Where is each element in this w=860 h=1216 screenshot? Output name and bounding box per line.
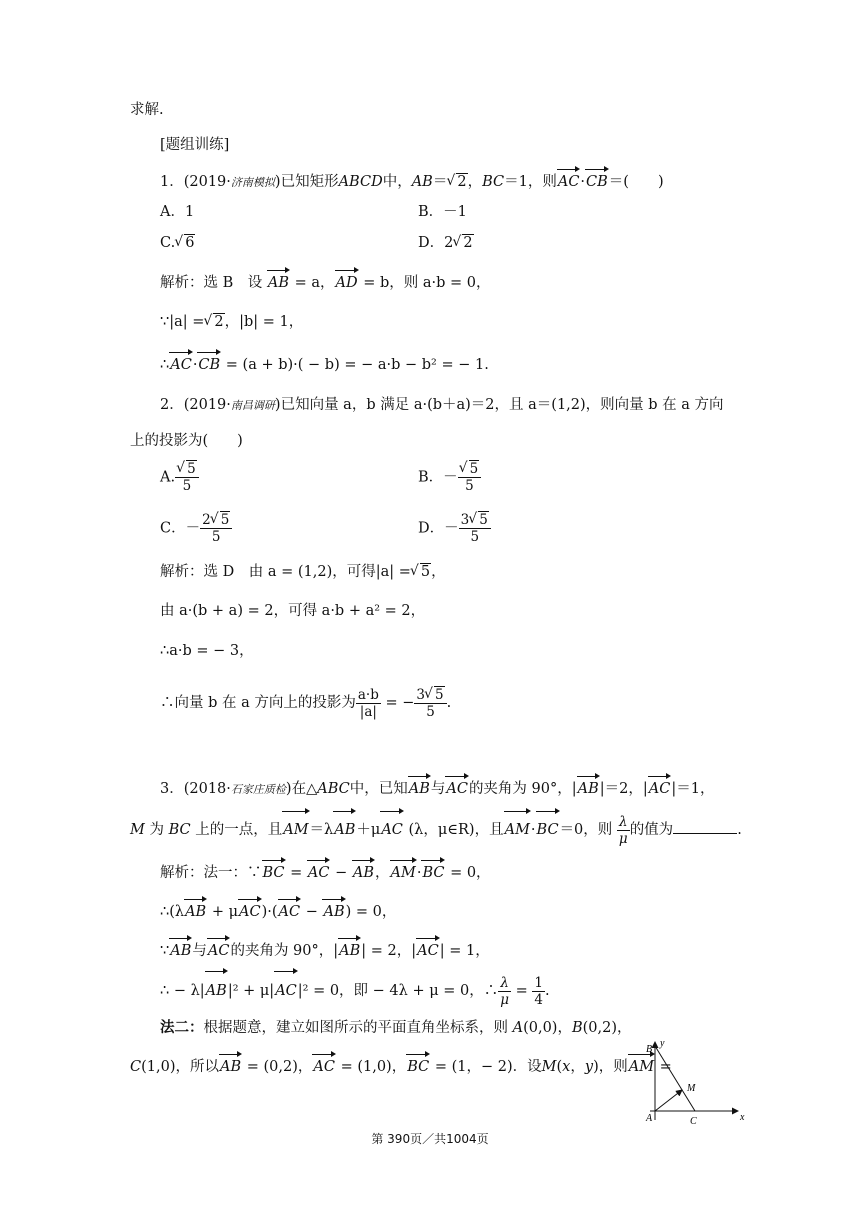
question-number: 2．(2019· (160, 397, 231, 413)
denominator: μ (618, 830, 628, 847)
solution-line (160, 272, 491, 294)
text-fragment: |＝2，| (599, 781, 648, 797)
solution-line (160, 940, 490, 962)
source-tag: 南昌调研 (230, 399, 275, 412)
text-fragment: · (530, 822, 536, 838)
sqrt (453, 232, 473, 254)
sqrt-radicand: 5 (420, 564, 431, 580)
question-3-stem-cont (130, 813, 742, 847)
text-fragment: = (0,2)， (246, 1059, 313, 1075)
text-fragment: )已知向量 a，b 满足 a·(b＋a)＝2，且 a＝(1,2)，则向量 b 在 a 方向 (274, 397, 724, 413)
text-fragment: + μ (211, 904, 239, 920)
coefficient: 3 (416, 686, 425, 703)
vector: CB (197, 354, 221, 376)
text-fragment: |² + μ| (227, 983, 275, 999)
sqrt (177, 461, 197, 477)
method-2-line (160, 1017, 632, 1039)
denominator: 5 (465, 478, 474, 494)
vector: BC (406, 1056, 430, 1078)
vector: AC (557, 171, 581, 193)
math-var: x (562, 1059, 571, 1075)
option-text: D．－ (418, 520, 459, 537)
vector: AB (322, 901, 345, 923)
text-fragment: (0,0)， (523, 1020, 572, 1036)
text-fragment: = (1,0)， (340, 1059, 407, 1075)
text-fragment: = (1，− 2)．设 (434, 1059, 542, 1075)
vector: AB (408, 778, 431, 800)
text-fragment: )，则 (593, 1059, 628, 1075)
math-var: M (130, 822, 145, 838)
fraction (356, 687, 381, 720)
text-fragment: ， (431, 564, 446, 580)
option-text: A. (160, 469, 176, 486)
method-label: 法二： (160, 1019, 204, 1036)
math-var: y (584, 1059, 594, 1075)
text-fragment: ∴ (160, 357, 170, 373)
option-text: B．－ (418, 469, 458, 486)
vector: AC (169, 354, 193, 376)
text-fragment: 解析：法一：∵ (160, 865, 262, 881)
text-fragment: ， (375, 865, 390, 881)
text-line (130, 99, 164, 121)
text-fragment: ∵ (160, 943, 170, 959)
text-fragment: = (659, 1059, 672, 1075)
coefficient: 3 (460, 512, 470, 528)
numerator: λ (500, 974, 509, 991)
text-fragment: . (737, 822, 742, 838)
text-fragment: = b，则 a·b = 0， (363, 275, 491, 291)
text-fragment: 与 (430, 781, 446, 797)
sqrt (411, 561, 431, 583)
text-fragment: ∵|a| = (160, 314, 205, 330)
vector: AB (169, 940, 192, 962)
answer-blank[interactable] (673, 819, 737, 834)
text-fragment: |＝1， (671, 781, 715, 797)
vector: AC (445, 778, 469, 800)
sqrt-radicand: 2 (214, 314, 224, 330)
option-text: A．1 (160, 204, 195, 220)
solution-line (160, 354, 489, 376)
text-fragment: ，|b| = 1， (224, 314, 304, 330)
text-fragment: | = 1， (439, 943, 490, 959)
math-var: AB (411, 174, 433, 190)
text-fragment: = (290, 865, 303, 881)
sqrt (447, 171, 467, 193)
coefficient: 2 (202, 512, 211, 528)
vector: BC (536, 813, 560, 847)
text-fragment: = a， (294, 275, 335, 291)
text-fragment: 解析：选 B 设 (160, 275, 263, 291)
text-fragment: · (416, 865, 422, 881)
math-var: C (130, 1059, 142, 1075)
sqrt-radicand: 6 (185, 235, 195, 251)
option-text: C. (160, 235, 176, 251)
question-3-stem (160, 778, 714, 801)
label-a: A (646, 1113, 653, 1124)
text-fragment: ( (556, 1059, 563, 1075)
vector: AC (278, 901, 302, 923)
text-fragment: )在△ (285, 781, 318, 797)
section-heading-text: [题组训练] (160, 137, 230, 153)
vector: AB (184, 901, 207, 923)
fraction (617, 814, 630, 847)
vector: BC (262, 862, 286, 884)
option-a (160, 461, 199, 494)
fraction (200, 512, 232, 545)
text-fragment: = (515, 983, 528, 999)
numerator: λ (619, 813, 628, 830)
section-heading (160, 134, 229, 156)
math-var: A (512, 1020, 524, 1036)
fraction (498, 975, 511, 1008)
question-number: 3．(2018· (160, 781, 231, 797)
label-y: y (660, 1038, 665, 1049)
solution-line (160, 600, 425, 622)
text-fragment: = 0， (450, 865, 491, 881)
text-fragment: = (a + b)·( − b) = − a·b − b² = − 1. (225, 357, 489, 373)
text-fragment: 的夹角为 90°，| (230, 943, 339, 959)
math-var: BC (168, 822, 191, 838)
vector: AC (238, 901, 262, 923)
solution-line (160, 640, 254, 662)
fraction (532, 975, 545, 1008)
text-fragment: ∴向量 b 在 a 方向上的投影为 (160, 695, 356, 711)
text-fragment: 为 (149, 822, 164, 838)
text-fragment: ∴(λ (160, 904, 185, 920)
text-fragment: ＝ (432, 174, 448, 190)
source-tag: 济南模拟 (230, 176, 275, 189)
sqrt (469, 512, 489, 528)
text-fragment: 解析：选 D 由 a = (1,2)，可得|a| = (160, 564, 411, 580)
option-text: D．2 (418, 235, 454, 251)
text-fragment: 求解. (130, 102, 164, 118)
page-footer: 第 390页／共1004页 (371, 1132, 489, 1146)
question-2-stem (160, 394, 724, 417)
vector: AB (577, 778, 600, 800)
text-fragment: 由 a·(b + a) = 2，可得 a·b + a² = 2， (160, 603, 426, 619)
vector: AM (628, 1056, 655, 1078)
sqrt (460, 461, 480, 477)
label-c: C (690, 1116, 697, 1127)
sqrt-radicand: 5 (220, 512, 230, 528)
vector: AB (219, 1056, 242, 1078)
sqrt (204, 311, 224, 333)
math-var: ABC (317, 781, 350, 797)
text-fragment: )已知矩形 (274, 174, 339, 190)
segment-bc (655, 1046, 695, 1111)
text-fragment: ∴ − λ| (160, 983, 205, 999)
text-fragment: ＋μ (356, 822, 381, 838)
fraction (414, 687, 446, 720)
fraction (458, 461, 482, 494)
denominator: 4 (534, 991, 543, 1008)
option-c (160, 512, 232, 545)
vector: AB (267, 272, 290, 294)
coordinate-figure (640, 1036, 752, 1128)
sqrt-radicand: 5 (434, 686, 444, 703)
solution-line (160, 901, 396, 923)
vector: AM (390, 862, 417, 884)
sqrt-radicand: 5 (469, 461, 479, 477)
fraction (459, 512, 491, 545)
fraction (175, 461, 199, 494)
text-fragment: 与 (192, 943, 207, 959)
vector-am (655, 1090, 682, 1111)
sqrt-radicand: 2 (463, 235, 473, 251)
vector: AC (312, 1056, 336, 1078)
vector: AC (274, 973, 298, 1009)
option-c (160, 232, 195, 254)
text-fragment: (1,0)，所以 (141, 1059, 219, 1075)
denominator: 5 (470, 529, 480, 545)
option-d (418, 232, 474, 254)
vector: AB (333, 813, 356, 847)
text-fragment: · (192, 357, 198, 373)
text-fragment: 的值为 (629, 822, 674, 838)
text-fragment: | = 2，| (361, 943, 417, 959)
denominator: μ (500, 991, 510, 1008)
vector: AC (648, 778, 672, 800)
text-fragment: · (580, 174, 586, 190)
solution-line (160, 311, 303, 333)
text-fragment: ＝( ) (608, 174, 664, 190)
sqrt-radicand: 5 (187, 461, 196, 477)
option-b (418, 461, 481, 494)
option-a (160, 201, 194, 223)
math-var: BC (482, 174, 505, 190)
vector: AB (205, 973, 228, 1009)
denominator: 5 (211, 529, 221, 545)
text-fragment: 上的一点，且 (195, 822, 283, 838)
denominator: 5 (182, 478, 192, 494)
vector: AB (352, 862, 375, 884)
text-fragment: − (335, 865, 348, 881)
denominator: 5 (426, 703, 435, 720)
option-text: B．－1 (418, 204, 467, 220)
question-2-stem-cont (130, 430, 243, 452)
text-fragment: ) = 0， (345, 904, 397, 920)
label-x: x (740, 1112, 745, 1123)
text-fragment: ＝λ (309, 822, 334, 838)
solution-line (160, 973, 550, 1009)
text-fragment: 的夹角为 90°，| (468, 781, 577, 797)
vector: BC (421, 862, 445, 884)
vector: AC (307, 862, 331, 884)
source-tag: 石家庄质检 (230, 783, 286, 796)
text-fragment: . (446, 695, 452, 711)
sqrt (425, 687, 445, 703)
sqrt (175, 232, 195, 254)
vector: AC (416, 940, 440, 962)
text-fragment: ＝1，则 (504, 174, 557, 190)
solution-line (160, 561, 446, 583)
math-var: ABCD (338, 174, 383, 190)
math-var: B (571, 1020, 583, 1036)
solution-line (160, 862, 491, 884)
question-1-stem (160, 171, 664, 194)
label-b: B (646, 1044, 653, 1055)
text-fragment: (0,2)， (582, 1020, 632, 1036)
option-d (418, 512, 491, 545)
math-var: M (541, 1059, 557, 1075)
vector: AC (380, 813, 404, 847)
vector: AB (338, 940, 361, 962)
text-fragment: (λ，μ∈R)，且 (408, 822, 504, 838)
text-fragment: ， (467, 174, 483, 190)
text-fragment: 中，已知 (349, 781, 408, 797)
text-fragment: . (544, 983, 550, 999)
label-m: M (687, 1083, 696, 1094)
text-fragment: = − (385, 695, 415, 711)
numerator: 1 (534, 974, 543, 991)
text-fragment: |² = 0，即 − 4λ + μ = 0，∴ (297, 983, 499, 999)
vector: AC (207, 940, 231, 962)
option-text: C．－ (160, 520, 201, 537)
vector: CB (585, 171, 609, 193)
text-fragment: − (305, 904, 318, 920)
denominator: |a| (359, 703, 377, 720)
text-fragment: ， (570, 1059, 585, 1075)
solution-line (160, 684, 451, 722)
question-number: 1．(2019· (160, 174, 231, 190)
text-fragment: ＝0，则 (559, 822, 613, 838)
vector: AM (282, 813, 309, 847)
option-b (418, 201, 467, 223)
sqrt-radicand: 2 (457, 174, 467, 190)
text-fragment: 中， (382, 174, 412, 190)
text-fragment: ∴a·b = − 3， (160, 643, 254, 659)
text-fragment: )·( (261, 904, 278, 920)
text-fragment: 上的投影为( ) (130, 433, 243, 449)
vector: AD (335, 272, 359, 294)
method-2-line (130, 1056, 672, 1078)
sqrt (211, 512, 231, 528)
text-fragment: 根据题意，建立如图所示的平面直角坐标系，则 (203, 1020, 508, 1036)
vector: AM (504, 813, 531, 847)
sqrt-radicand: 5 (479, 512, 488, 528)
numerator: a·b (357, 686, 379, 703)
